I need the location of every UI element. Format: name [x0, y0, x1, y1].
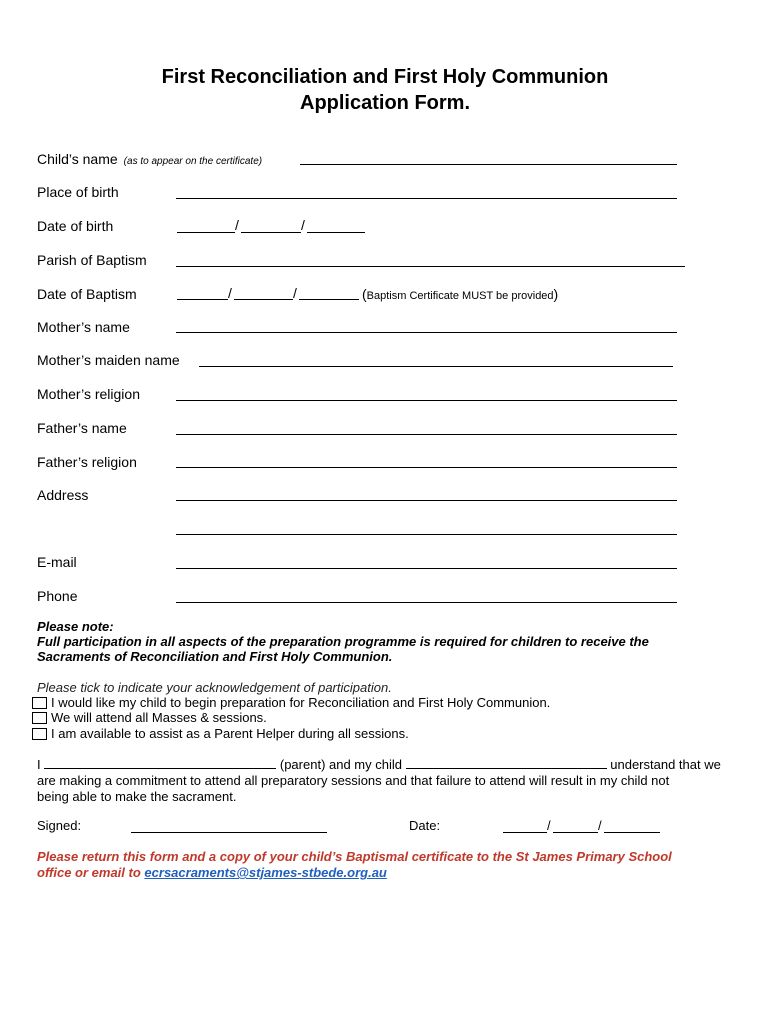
checkbox-attend-masses[interactable] [32, 712, 47, 724]
baptism-year-field[interactable] [299, 299, 359, 300]
mothers-maiden-name-label: Mother’s maiden name [37, 352, 180, 368]
child-name-field[interactable] [406, 757, 607, 769]
please-note-line-2: Sacraments of Reconciliation and First Holy Communion. [37, 649, 393, 664]
commitment-paragraph [37, 757, 737, 805]
mothers-maiden-name-field[interactable] [199, 366, 673, 367]
commitment-line-2: are making a commitment to attend all preparatory sessions and that failure to attend will result in my child not [37, 773, 670, 788]
checkbox-parent-helper[interactable] [32, 728, 47, 740]
tick-item [32, 695, 550, 710]
address-field-line-1[interactable] [176, 500, 677, 501]
please-note-heading: Please note: [37, 619, 114, 634]
tick-item-label: I am available to assist as a Parent Helper during all sessions. [51, 726, 409, 741]
return-instructions [37, 849, 747, 881]
signature-field[interactable] [131, 832, 327, 833]
baptism-day-field[interactable] [177, 299, 228, 300]
baptism-certificate-note: (Baptism Certificate MUST be provided) [362, 286, 559, 302]
date-separator: / [301, 217, 305, 233]
mothers-name-label: Mother’s name [37, 319, 130, 335]
date-separator: / [547, 818, 551, 833]
childs-name-field[interactable] [300, 164, 677, 165]
mothers-name-field[interactable] [176, 332, 677, 333]
address-label: Address [37, 487, 89, 503]
tick-item-label: We will attend all Masses & sessions. [51, 710, 267, 725]
form-title [0, 64, 770, 116]
title-line-1: First Reconciliation and First Holy Communion [161, 66, 609, 88]
please-note-line-1: Full participation in all aspects of the preparation programme is required for children to receive the [37, 634, 649, 649]
phone-label: Phone [37, 588, 78, 604]
tick-item [32, 710, 267, 725]
dob-day-field[interactable] [177, 232, 235, 233]
mothers-religion-field[interactable] [176, 400, 677, 401]
dob-month-field[interactable] [241, 232, 301, 233]
tick-item-label: I would like my child to begin preparation for Reconciliation and First Holy Communion. [51, 695, 551, 710]
childs-name-label: Child’s name (as to appear on the certificate) [37, 151, 263, 167]
childs-name-note: (as to appear on the certificate) [123, 156, 263, 167]
return-line-2: office or email to ecrsacraments@stjames-stbede.org.au [37, 865, 387, 880]
place-of-birth-label: Place of birth [37, 184, 119, 200]
tick-intro: Please tick to indicate your acknowledgement of participation. [37, 680, 392, 695]
tick-item [32, 726, 409, 741]
fathers-name-field[interactable] [176, 434, 677, 435]
email-field[interactable] [176, 568, 677, 569]
commitment-line-3: being able to make the sacrament. [37, 789, 237, 804]
baptism-month-field[interactable] [234, 299, 293, 300]
sign-date-day-field[interactable] [503, 832, 547, 833]
sign-date-year-field[interactable] [604, 832, 660, 833]
date-label: Date: [409, 818, 441, 833]
checkbox-begin-preparation[interactable] [32, 697, 47, 709]
email-label: E-mail [37, 554, 77, 570]
phone-field[interactable] [176, 602, 677, 603]
dob-year-field[interactable] [307, 232, 365, 233]
commitment-line-1: I (parent) and my child understand that we [37, 757, 721, 772]
date-separator: / [228, 285, 232, 301]
fathers-name-label: Father’s name [37, 420, 127, 436]
address-field-line-2[interactable] [176, 534, 677, 535]
signed-label: Signed: [37, 818, 82, 833]
fathers-religion-label: Father’s religion [37, 454, 137, 470]
date-separator: / [598, 818, 602, 833]
date-separator: / [235, 217, 239, 233]
parish-of-baptism-field[interactable] [176, 266, 685, 267]
sign-date-month-field[interactable] [553, 832, 598, 833]
fathers-religion-field[interactable] [176, 467, 677, 468]
parent-name-field[interactable] [44, 757, 276, 769]
parish-of-baptism-label: Parish of Baptism [37, 252, 147, 268]
mothers-religion-label: Mother’s religion [37, 386, 140, 402]
return-line-1: Please return this form and a copy of your child’s Baptismal certificate to the St James Primary School [37, 849, 672, 864]
place-of-birth-field[interactable] [176, 198, 677, 199]
date-of-birth-label: Date of birth [37, 218, 114, 234]
title-line-2: Application Form. [300, 92, 470, 114]
date-separator: / [293, 285, 297, 301]
date-of-baptism-label: Date of Baptism [37, 286, 137, 302]
email-link[interactable]: ecrsacraments@stjames-stbede.org.au [144, 865, 387, 880]
